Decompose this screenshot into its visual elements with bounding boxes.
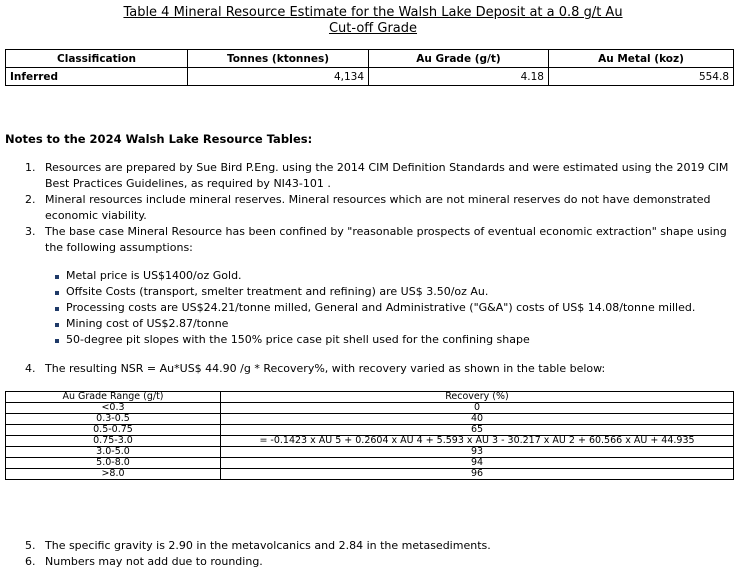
cell-recovery: 93	[221, 447, 734, 458]
note-number: 4.	[25, 362, 36, 375]
note-number: 3.	[25, 225, 36, 238]
table-title	[0, 5, 746, 37]
notes-heading: Notes to the 2024 Walsh Lake Resource Tables:	[5, 132, 313, 146]
list-item: Mining cost of US$2.87/tonne	[55, 316, 695, 332]
cell-recovery: 96	[221, 469, 734, 480]
cell-grade-range: 5.0-8.0	[6, 458, 221, 469]
table-row	[6, 425, 734, 436]
note-4	[25, 361, 730, 377]
notes-list-end	[25, 538, 730, 570]
cell-recovery: 40	[221, 414, 734, 425]
cell-grade-range: <0.3	[6, 403, 221, 414]
note-number: 2.	[25, 193, 36, 206]
list-item	[25, 554, 730, 570]
note-number: 1.	[25, 161, 36, 174]
table-row	[6, 414, 734, 425]
note-text: Resources are prepared by Sue Bird P.Eng. using the 2014 CIM Definition Standards and were estimated using the 2019 CIM Best Practices Guidelines, as required by NI43-101 .	[45, 161, 729, 190]
table-row	[6, 469, 734, 480]
cell-recovery: 94	[221, 458, 734, 469]
note-text: The specific gravity is 2.90 in the metavolcanics and 2.84 in the metasediments.	[45, 539, 491, 552]
resource-table-header	[6, 50, 734, 68]
header-grade: Au Grade (g/t)	[369, 50, 549, 68]
list-item	[25, 538, 730, 554]
list-item: Offsite Costs (transport, smelter treatment and refining) are US$ 3.50/oz Au.	[55, 284, 695, 300]
header-grade-range: Au Grade Range (g/t)	[6, 392, 221, 403]
cell-recovery: 65	[221, 425, 734, 436]
table-title-line-1: Table 4 Mineral Resource Estimate for the Walsh Lake Deposit at a 0.8 g/t Au	[123, 5, 623, 20]
header-metal: Au Metal (koz)	[549, 50, 734, 68]
table-row	[6, 458, 734, 469]
note-number: 6.	[25, 555, 36, 568]
table-title-line-2: Cut-off Grade	[328, 21, 418, 36]
resource-table	[5, 49, 734, 86]
table-row	[6, 68, 734, 86]
cell-metal: 554.8	[549, 68, 734, 86]
cell-recovery: 0	[221, 403, 734, 414]
assumptions-list	[55, 268, 695, 348]
cell-grade-range: 0.5-0.75	[6, 425, 221, 436]
note-text: Numbers may not add due to rounding.	[45, 555, 263, 568]
note-number: 5.	[25, 539, 36, 552]
cell-grade-range: 3.0-5.0	[6, 447, 221, 458]
header-tonnes: Tonnes (ktonnes)	[188, 50, 369, 68]
recovery-table	[5, 391, 734, 480]
list-item	[25, 160, 730, 192]
cell-tonnes: 4,134	[188, 68, 369, 86]
cell-grade-range: 0.3-0.5	[6, 414, 221, 425]
note-text: Mineral resources include mineral reserves. Mineral resources which are not mineral reserves do not have demonstrated economic viability.	[45, 193, 711, 222]
table-row	[6, 436, 734, 447]
cell-classification: Inferred	[6, 68, 188, 86]
cell-grade: 4.18	[369, 68, 549, 86]
list-item: 50-degree pit slopes with the 150% price case pit shell used for the confining shape	[55, 332, 695, 348]
table-row	[6, 447, 734, 458]
notes-list	[25, 160, 730, 256]
cell-recovery: = -0.1423 x AU 5 + 0.2604 x AU 4 + 5.593 x AU 3 - 30.217 x AU 2 + 60.566 x AU + 44.935	[221, 436, 734, 447]
list-item	[25, 192, 730, 224]
cell-grade-range: 0.75-3.0	[6, 436, 221, 447]
header-recovery: Recovery (%)	[221, 392, 734, 403]
table-row	[6, 403, 734, 414]
list-item: Metal price is US$1400/oz Gold.	[55, 268, 695, 284]
list-item: Processing costs are US$24.21/tonne milled, General and Administrative ("G&A") costs of US$ 14.08/tonne milled.	[55, 300, 695, 316]
cell-grade-range: >8.0	[6, 469, 221, 480]
list-item	[25, 224, 730, 256]
note-text: The resulting NSR = Au*US$ 44.90 /g * Recovery%, with recovery varied as shown in the table below:	[45, 362, 606, 375]
recovery-table-header	[6, 392, 734, 403]
note-text: The base case Mineral Resource has been confined by "reasonable prospects of eventual economic extraction" shape using the following assumptions:	[45, 225, 727, 254]
header-classification: Classification	[6, 50, 188, 68]
